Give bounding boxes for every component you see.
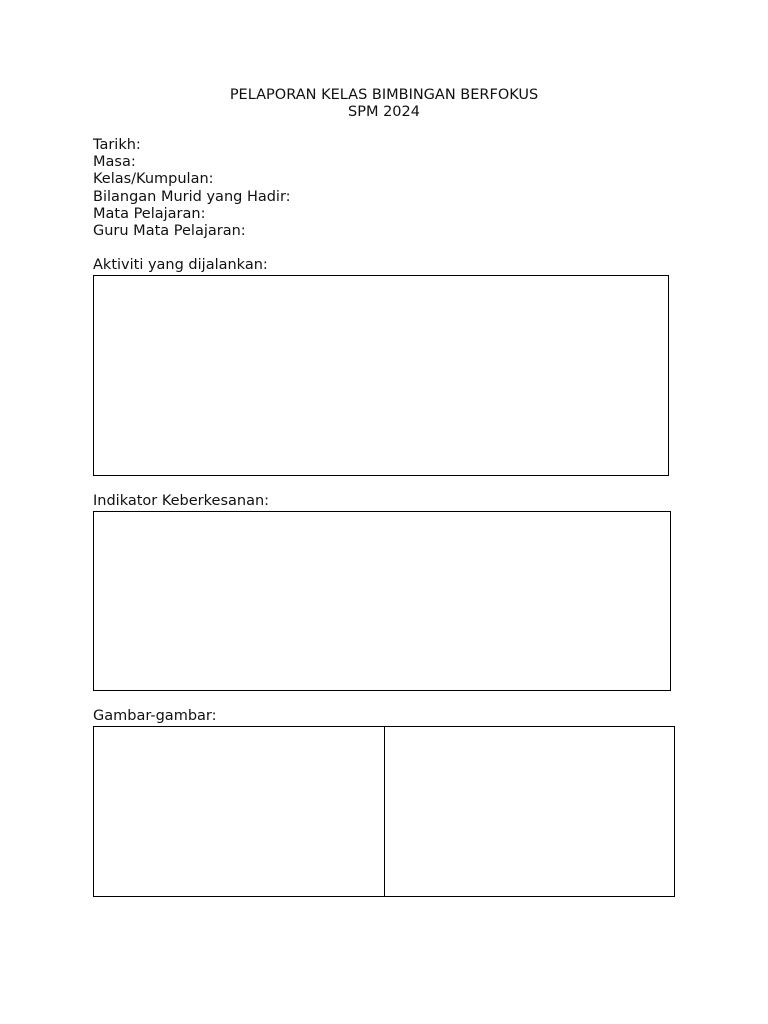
- indikator-box[interactable]: [93, 511, 671, 691]
- field-mata-pelajaran: Mata Pelajaran:: [93, 205, 206, 222]
- aktiviti-label: Aktiviti yang dijalankan:: [93, 257, 268, 273]
- field-bilangan-murid: Bilangan Murid yang Hadir:: [93, 188, 291, 205]
- indikator-label: Indikator Keberkesanan:: [93, 493, 270, 509]
- field-masa: Masa:: [93, 154, 136, 171]
- title-line-2: SPM 2024: [348, 104, 420, 120]
- field-tarikh: Tarikh:: [93, 137, 141, 153]
- gambar-cell-1[interactable]: [94, 727, 384, 896]
- field-kelas-kumpulan: Kelas/Kumpulan:: [93, 171, 214, 188]
- document-title: [0, 87, 768, 121]
- field-guru-mata-pelajaran: Guru Mata Pelajaran:: [93, 223, 246, 240]
- aktiviti-box[interactable]: [93, 275, 669, 476]
- info-fields: [93, 137, 291, 240]
- title-line-1: PELAPORAN KELAS BIMBINGAN BERFOKUS: [229, 87, 539, 103]
- gambar-cell-2[interactable]: [384, 727, 675, 896]
- gambar-label: Gambar-gambar:: [93, 708, 217, 724]
- gambar-table: [93, 726, 675, 897]
